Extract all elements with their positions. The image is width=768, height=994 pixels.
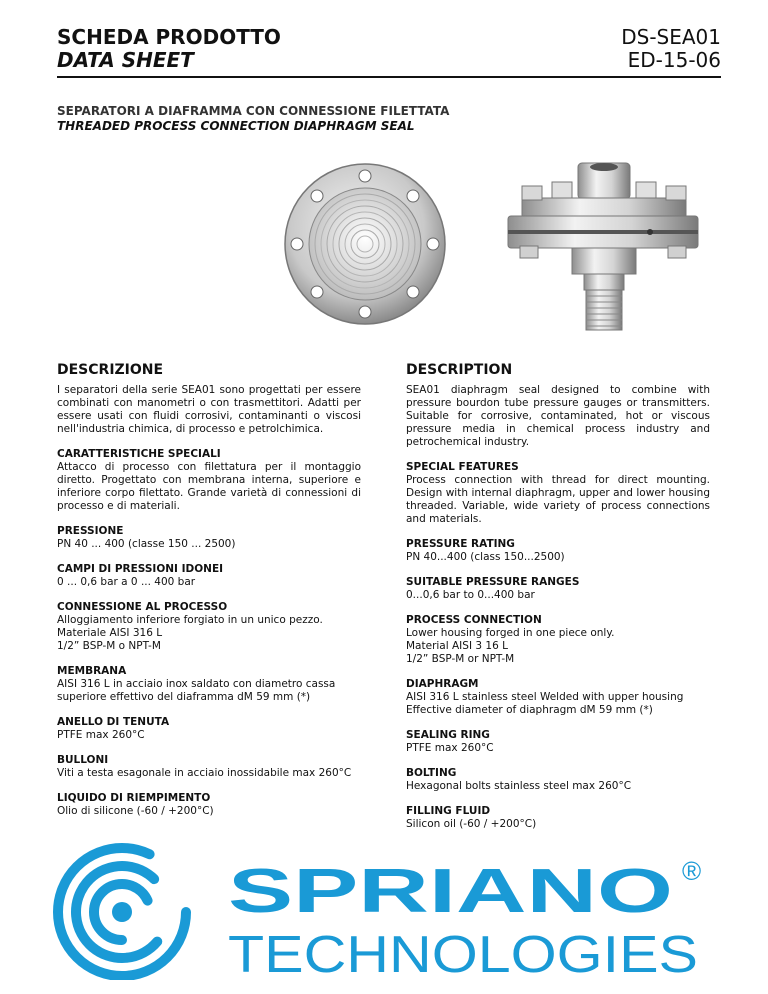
header-code-block [621, 26, 721, 72]
spec-block [406, 576, 710, 602]
spec-label: BOLTING [406, 767, 457, 779]
spec-block [406, 767, 710, 793]
spiral-logo-icon [57, 847, 187, 977]
spec-value: Olio di silicone (-60 / +200°C) [57, 805, 214, 817]
spec-block [406, 729, 710, 755]
specs-list-en [406, 538, 710, 831]
spec-value: 1/2” BSP-M or NPT-M [406, 653, 515, 665]
spec-block [406, 538, 710, 564]
spec-label: SUITABLE PRESSURE RANGES [406, 576, 580, 588]
document-code: DS-SEA01 [621, 25, 721, 49]
features-text-en: Process connection with thread for direct mounting. Design with internal diaphragm, upper and lower housing threaded. Variable, wide variety of process connections and materials. [406, 474, 710, 525]
features-label-en: SPECIAL FEATURES [406, 461, 519, 473]
description-column-en [406, 362, 710, 843]
spec-block [57, 665, 361, 704]
spec-value: Silicon oil (-60 / +200°C) [406, 818, 537, 830]
features-block-en [406, 461, 710, 526]
spec-block [406, 805, 710, 831]
spec-block [57, 601, 361, 653]
header-divider [57, 76, 721, 78]
spec-block [57, 754, 361, 780]
spec-label: DIAPHRAGM [406, 678, 479, 690]
intro-text-it: I separatori della serie SEA01 sono progettati per essere combinati con manometri o con trasmettitori. Adatti per essere usati con fluidi corrosivi, contaminanti o viscosi nell'industria chimica, di processo e petrolchimica. [57, 384, 361, 435]
spec-label: PRESSIONE [57, 525, 124, 537]
spriano-logo [50, 840, 720, 980]
spec-value: 0...0,6 bar to 0...400 bar [406, 589, 535, 601]
intro-text-en: SEA01 diaphragm seal designed to combine with pressure bourdon tube pressure gauges or transmitters. Suitable for corrosive, contaminated, hot or viscous pressure media in chemical process industry and petrochemical industry. [406, 384, 710, 448]
spec-value: PN 40...400 (class 150...2500) [406, 551, 565, 563]
product-photos [0, 158, 768, 338]
specs-list-it [57, 525, 361, 818]
diaphragm-side-view-image [508, 163, 698, 330]
features-block-it [57, 448, 361, 513]
spec-value: AISI 316 L in acciaio inox saldato con diametro cassa [57, 678, 336, 690]
spec-value: 0 ... 0,6 bar a 0 ... 400 bar [57, 576, 196, 588]
description-column-it [57, 362, 361, 830]
spec-label: LIQUIDO DI RIEMPIMENTO [57, 792, 211, 804]
product-subtitle [57, 104, 449, 134]
spec-label: SEALING RING [406, 729, 490, 741]
header-title-it: SCHEDA PRODOTTO [57, 25, 281, 49]
spec-label: PRESSURE RATING [406, 538, 515, 550]
spec-label: CAMPI DI PRESSIONI IDONEI [57, 563, 224, 575]
spec-value: PTFE max 260°C [406, 742, 494, 754]
spec-value: Materiale AISI 316 L [57, 627, 163, 639]
spec-value: AISI 316 L stainless steel Welded with upper housing [406, 691, 684, 703]
spec-value: Material AISI 3 16 L [406, 640, 508, 652]
logo-tagline: TECHNOLOGIES [228, 926, 698, 980]
features-label-it: CARATTERISTICHE SPECIALI [57, 448, 221, 460]
spec-label: PROCESS CONNECTION [406, 614, 542, 626]
spec-label: CONNESSIONE AL PROCESSO [57, 601, 228, 613]
section-heading-it: DESCRIZIONE [57, 362, 164, 378]
spec-label: FILLING FLUID [406, 805, 491, 817]
features-text-it: Attacco di processo con filettatura per il montaggio diretto. Progettato con membrana interna, superiore e inferiore corpo filettato. Grande varietà di connessioni di processo e di materiali. [57, 461, 361, 512]
header-title-en: DATA SHEET [57, 48, 194, 72]
spec-value: PTFE max 260°C [57, 729, 145, 741]
spec-value: Effective diameter of diaphragm dM 59 mm (*) [406, 704, 653, 716]
spec-block [406, 614, 710, 666]
spec-block [57, 525, 361, 551]
spec-value: Viti a testa esagonale in acciaio inossidabile max 260°C [57, 767, 352, 779]
spec-value: Alloggiamento inferiore forgiato in un unico pezzo. [57, 614, 323, 626]
spec-block [57, 792, 361, 818]
document-edition: ED-15-06 [627, 48, 721, 72]
spec-value: 1/2” BSP-M o NPT-M [57, 640, 161, 652]
spec-value: Hexagonal bolts stainless steel max 260°C [406, 780, 632, 792]
spec-block [57, 563, 361, 589]
header-title-block [57, 26, 281, 72]
subtitle-en: THREADED PROCESS CONNECTION DIAPHRAGM SEAL [57, 119, 415, 133]
subtitle-it: SEPARATORI A DIAFRAMMA CON CONNESSIONE FILETTATA [57, 104, 450, 118]
spec-label: MEMBRANA [57, 665, 127, 677]
registered-mark: ® [682, 856, 702, 886]
diaphragm-front-view-image [285, 164, 445, 324]
spec-value: PN 40 ... 400 (classe 150 ... 2500) [57, 538, 236, 550]
spec-value: Lower housing forged in one piece only. [406, 627, 615, 639]
document-header [57, 26, 721, 76]
spec-value: superiore effettivo del diaframma dM 59 mm (*) [57, 691, 311, 703]
logo-name: SPRIANO [228, 857, 673, 926]
spec-label: BULLONI [57, 754, 109, 766]
spec-block [57, 716, 361, 742]
spec-block [406, 678, 710, 717]
spec-label: ANELLO DI TENUTA [57, 716, 170, 728]
section-heading-en: DESCRIPTION [406, 362, 513, 378]
